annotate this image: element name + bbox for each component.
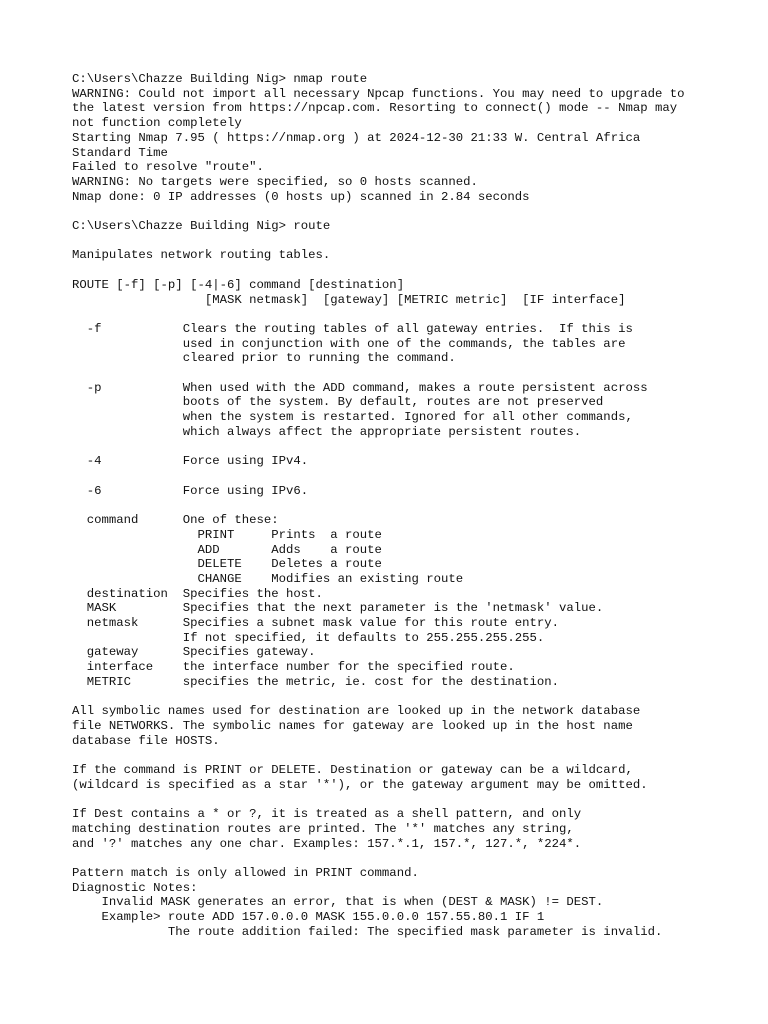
document-line: WARNING: Could not import all necessary Npcap functions. You may need to upgrade to	[72, 86, 685, 101]
document-line: interface the interface number for the specified route.	[72, 660, 515, 675]
document-line: database file HOSTS.	[72, 733, 220, 748]
document-line: C:\Users\Chazze Building Nig> route	[72, 219, 331, 234]
document-line: not function completely	[72, 116, 242, 131]
document-line: command One of these:	[72, 513, 279, 528]
document-line: -4 Force using IPv4.	[72, 454, 309, 469]
document-line: METRIC specifies the metric, ie. cost for the destination.	[72, 674, 560, 689]
document-line: WARNING: No targets were specified, so 0 hosts scanned.	[72, 174, 478, 189]
document-line: when the system is restarted. Ignored for all other commands,	[72, 410, 633, 425]
document-line: destination Specifies the host.	[72, 586, 323, 601]
document-line: -f Clears the routing tables of all gateway entries. If this is	[72, 321, 633, 336]
document-line: and '?' matches any one char. Examples: 157.*.1, 157.*, 127.*, *224*.	[72, 836, 582, 851]
document-line: (wildcard is specified as a star '*'), or the gateway argument may be omitted.	[72, 777, 648, 792]
document-line: gateway Specifies gateway.	[72, 645, 316, 660]
document-line: Standard Time	[72, 145, 168, 160]
document-line: Failed to resolve "route".	[72, 160, 264, 175]
document-line: If Dest contains a * or ?, it is treated as a shell pattern, and only	[72, 807, 582, 822]
document-line: Starting Nmap 7.95 ( https://nmap.org ) at 2024-12-30 21:33 W. Central Africa	[72, 130, 641, 145]
document-line: file NETWORKS. The symbolic names for gateway are looked up in the host name	[72, 718, 633, 733]
document-line: Manipulates network routing tables.	[72, 248, 331, 263]
document-line: C:\Users\Chazze Building Nig> nmap route	[72, 72, 368, 86]
terminal-output-document	[72, 72, 712, 939]
document-line: -p When used with the ADD command, makes a route persistent across	[72, 380, 648, 395]
document-line: Diagnostic Notes:	[72, 880, 198, 895]
document-line: [MASK netmask] [gateway] [METRIC metric] [IF interface]	[72, 292, 626, 307]
document-line: used in conjunction with one of the commands, the tables are	[72, 336, 626, 351]
document-line: DELETE Deletes a route	[72, 557, 382, 572]
document-line: MASK Specifies that the next parameter is the 'netmask' value.	[72, 601, 604, 616]
document-line: matching destination routes are printed. The '*' matches any string,	[72, 821, 574, 836]
document-line: If not specified, it defaults to 255.255.255.255.	[72, 630, 545, 645]
document-line: CHANGE Modifies an existing route	[72, 571, 464, 586]
document-line: ROUTE [-f] [-p] [-4|-6] command [destination]	[72, 277, 405, 292]
document-line: netmask Specifies a subnet mask value for this route entry.	[72, 616, 560, 631]
document-line: boots of the system. By default, routes are not preserved	[72, 395, 604, 410]
document-line: Nmap done: 0 IP addresses (0 hosts up) scanned in 2.84 seconds	[72, 189, 530, 204]
document-line: Example> route ADD 157.0.0.0 MASK 155.0.0.0 157.55.80.1 IF 1	[72, 910, 545, 925]
document-line: All symbolic names used for destination are looked up in the network database	[72, 704, 641, 719]
document-line: The route addition failed: The specified mask parameter is invalid.	[72, 924, 663, 939]
document-line: cleared prior to running the command.	[72, 351, 456, 366]
document-line: If the command is PRINT or DELETE. Destination or gateway can be a wildcard,	[72, 763, 633, 778]
document-line: PRINT Prints a route	[72, 527, 382, 542]
document-line: Invalid MASK generates an error, that is when (DEST & MASK) != DEST.	[72, 895, 604, 910]
document-line: which always affect the appropriate persistent routes.	[72, 424, 582, 439]
document-line: the latest version from https://npcap.com. Resorting to connect() mode -- Nmap may	[72, 101, 678, 116]
document-line: ADD Adds a route	[72, 542, 382, 557]
document-line: -6 Force using IPv6.	[72, 483, 309, 498]
document-line: Pattern match is only allowed in PRINT command.	[72, 865, 419, 880]
